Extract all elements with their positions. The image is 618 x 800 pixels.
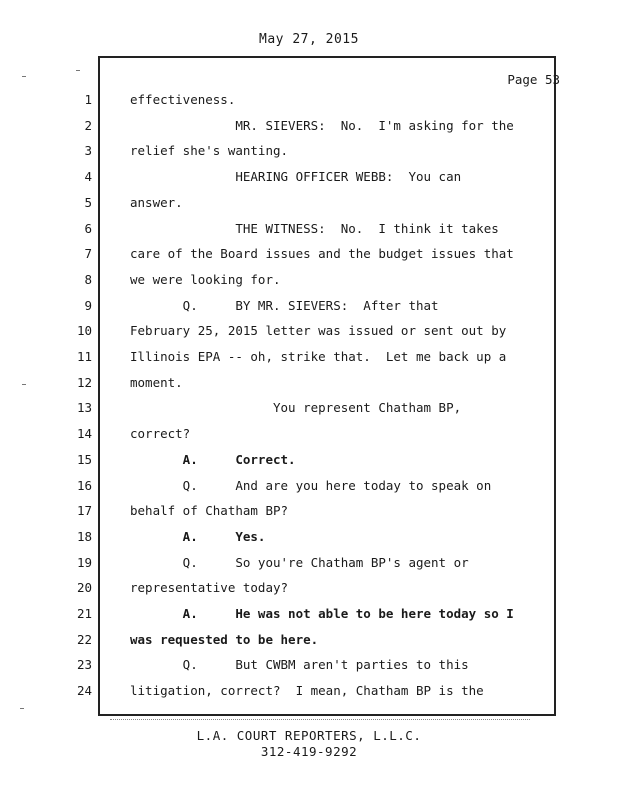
line-number: 5 — [84, 194, 92, 210]
transcript-line-text: February 25, 2015 letter was issued or sent out by — [130, 323, 507, 339]
transcript-line-text: You represent Chatham BP, — [130, 400, 462, 416]
transcript-line-text: effectiveness. — [130, 92, 236, 107]
scan-speck — [22, 76, 26, 77]
line-number: 13 — [76, 400, 92, 416]
transcript-line-text: Q. But CWBM aren't parties to this — [130, 657, 469, 673]
line-number: 11 — [76, 349, 92, 364]
transcript-line-text: correct? — [130, 426, 191, 442]
line-number: 18 — [76, 528, 92, 544]
line-number: 16 — [76, 477, 92, 493]
transcript-line-text: behalf of Chatham BP? — [130, 503, 289, 519]
transcript-line-text: HEARING OFFICER WEBB: You can — [130, 169, 462, 185]
footer-company: L.A. COURT REPORTERS, L.L.C. — [196, 728, 422, 743]
transcript-date: May 27, 2015 — [259, 32, 359, 47]
transcript-line-text: A. He was not able to be here today so I — [130, 606, 514, 621]
transcript-line-text: representative today? — [130, 580, 289, 596]
transcript-line-text: Q. BY MR. SIEVERS: After that — [130, 297, 439, 313]
scan-speck — [22, 384, 26, 385]
line-number: 8 — [84, 271, 92, 287]
line-number: 10 — [76, 323, 92, 339]
line-number: 19 — [76, 554, 92, 570]
transcript-line-text: Q. So you're Chatham BP's agent or — [130, 554, 469, 570]
line-number: 21 — [76, 606, 92, 621]
line-number: 3 — [84, 143, 92, 159]
transcript-line-text: MR. SIEVERS: No. I'm asking for the — [130, 117, 514, 133]
transcript-line-text: was requested to be here. — [130, 631, 319, 647]
line-number: 23 — [76, 657, 92, 673]
line-number: 2 — [84, 117, 92, 133]
footer-phone: 312-419-9292 — [260, 744, 358, 759]
line-number: 7 — [84, 246, 92, 262]
line-number: 1 — [84, 92, 92, 107]
transcript-line-text: THE WITNESS: No. I think it takes — [130, 220, 499, 236]
transcript-line-text: answer. — [130, 194, 183, 210]
transcript-line-text: Q. And are you here today to speak on — [130, 477, 492, 493]
transcript-line-text: moment. — [130, 374, 183, 390]
line-number: 22 — [76, 631, 92, 647]
line-number: 24 — [76, 683, 92, 699]
line-number: 6 — [84, 220, 92, 236]
transcript-line-text: A. Yes. — [130, 528, 266, 544]
scan-speck — [76, 70, 80, 71]
line-number: 9 — [84, 297, 92, 313]
transcript-line-text: A. Correct. — [130, 451, 296, 467]
line-number: 15 — [76, 451, 92, 467]
transcript-line-text: Illinois EPA -- oh, strike that. Let me back up a — [130, 349, 507, 364]
line-number: 14 — [76, 426, 92, 442]
line-number: 12 — [76, 374, 92, 390]
scan-speck — [20, 708, 24, 709]
transcript-line-text: litigation, correct? I mean, Chatham BP is the — [130, 683, 484, 699]
line-number: 17 — [76, 503, 92, 519]
transcript-line-text: relief she's wanting. — [130, 143, 289, 159]
transcript-line-text: care of the Board issues and the budget issues that — [130, 246, 514, 262]
transcript-line-text: we were looking for. — [130, 271, 281, 287]
line-number: 20 — [76, 580, 92, 596]
line-number: 4 — [84, 169, 92, 185]
page-number: Page 53 — [507, 72, 560, 87]
scan-artifact-line — [110, 719, 530, 721]
